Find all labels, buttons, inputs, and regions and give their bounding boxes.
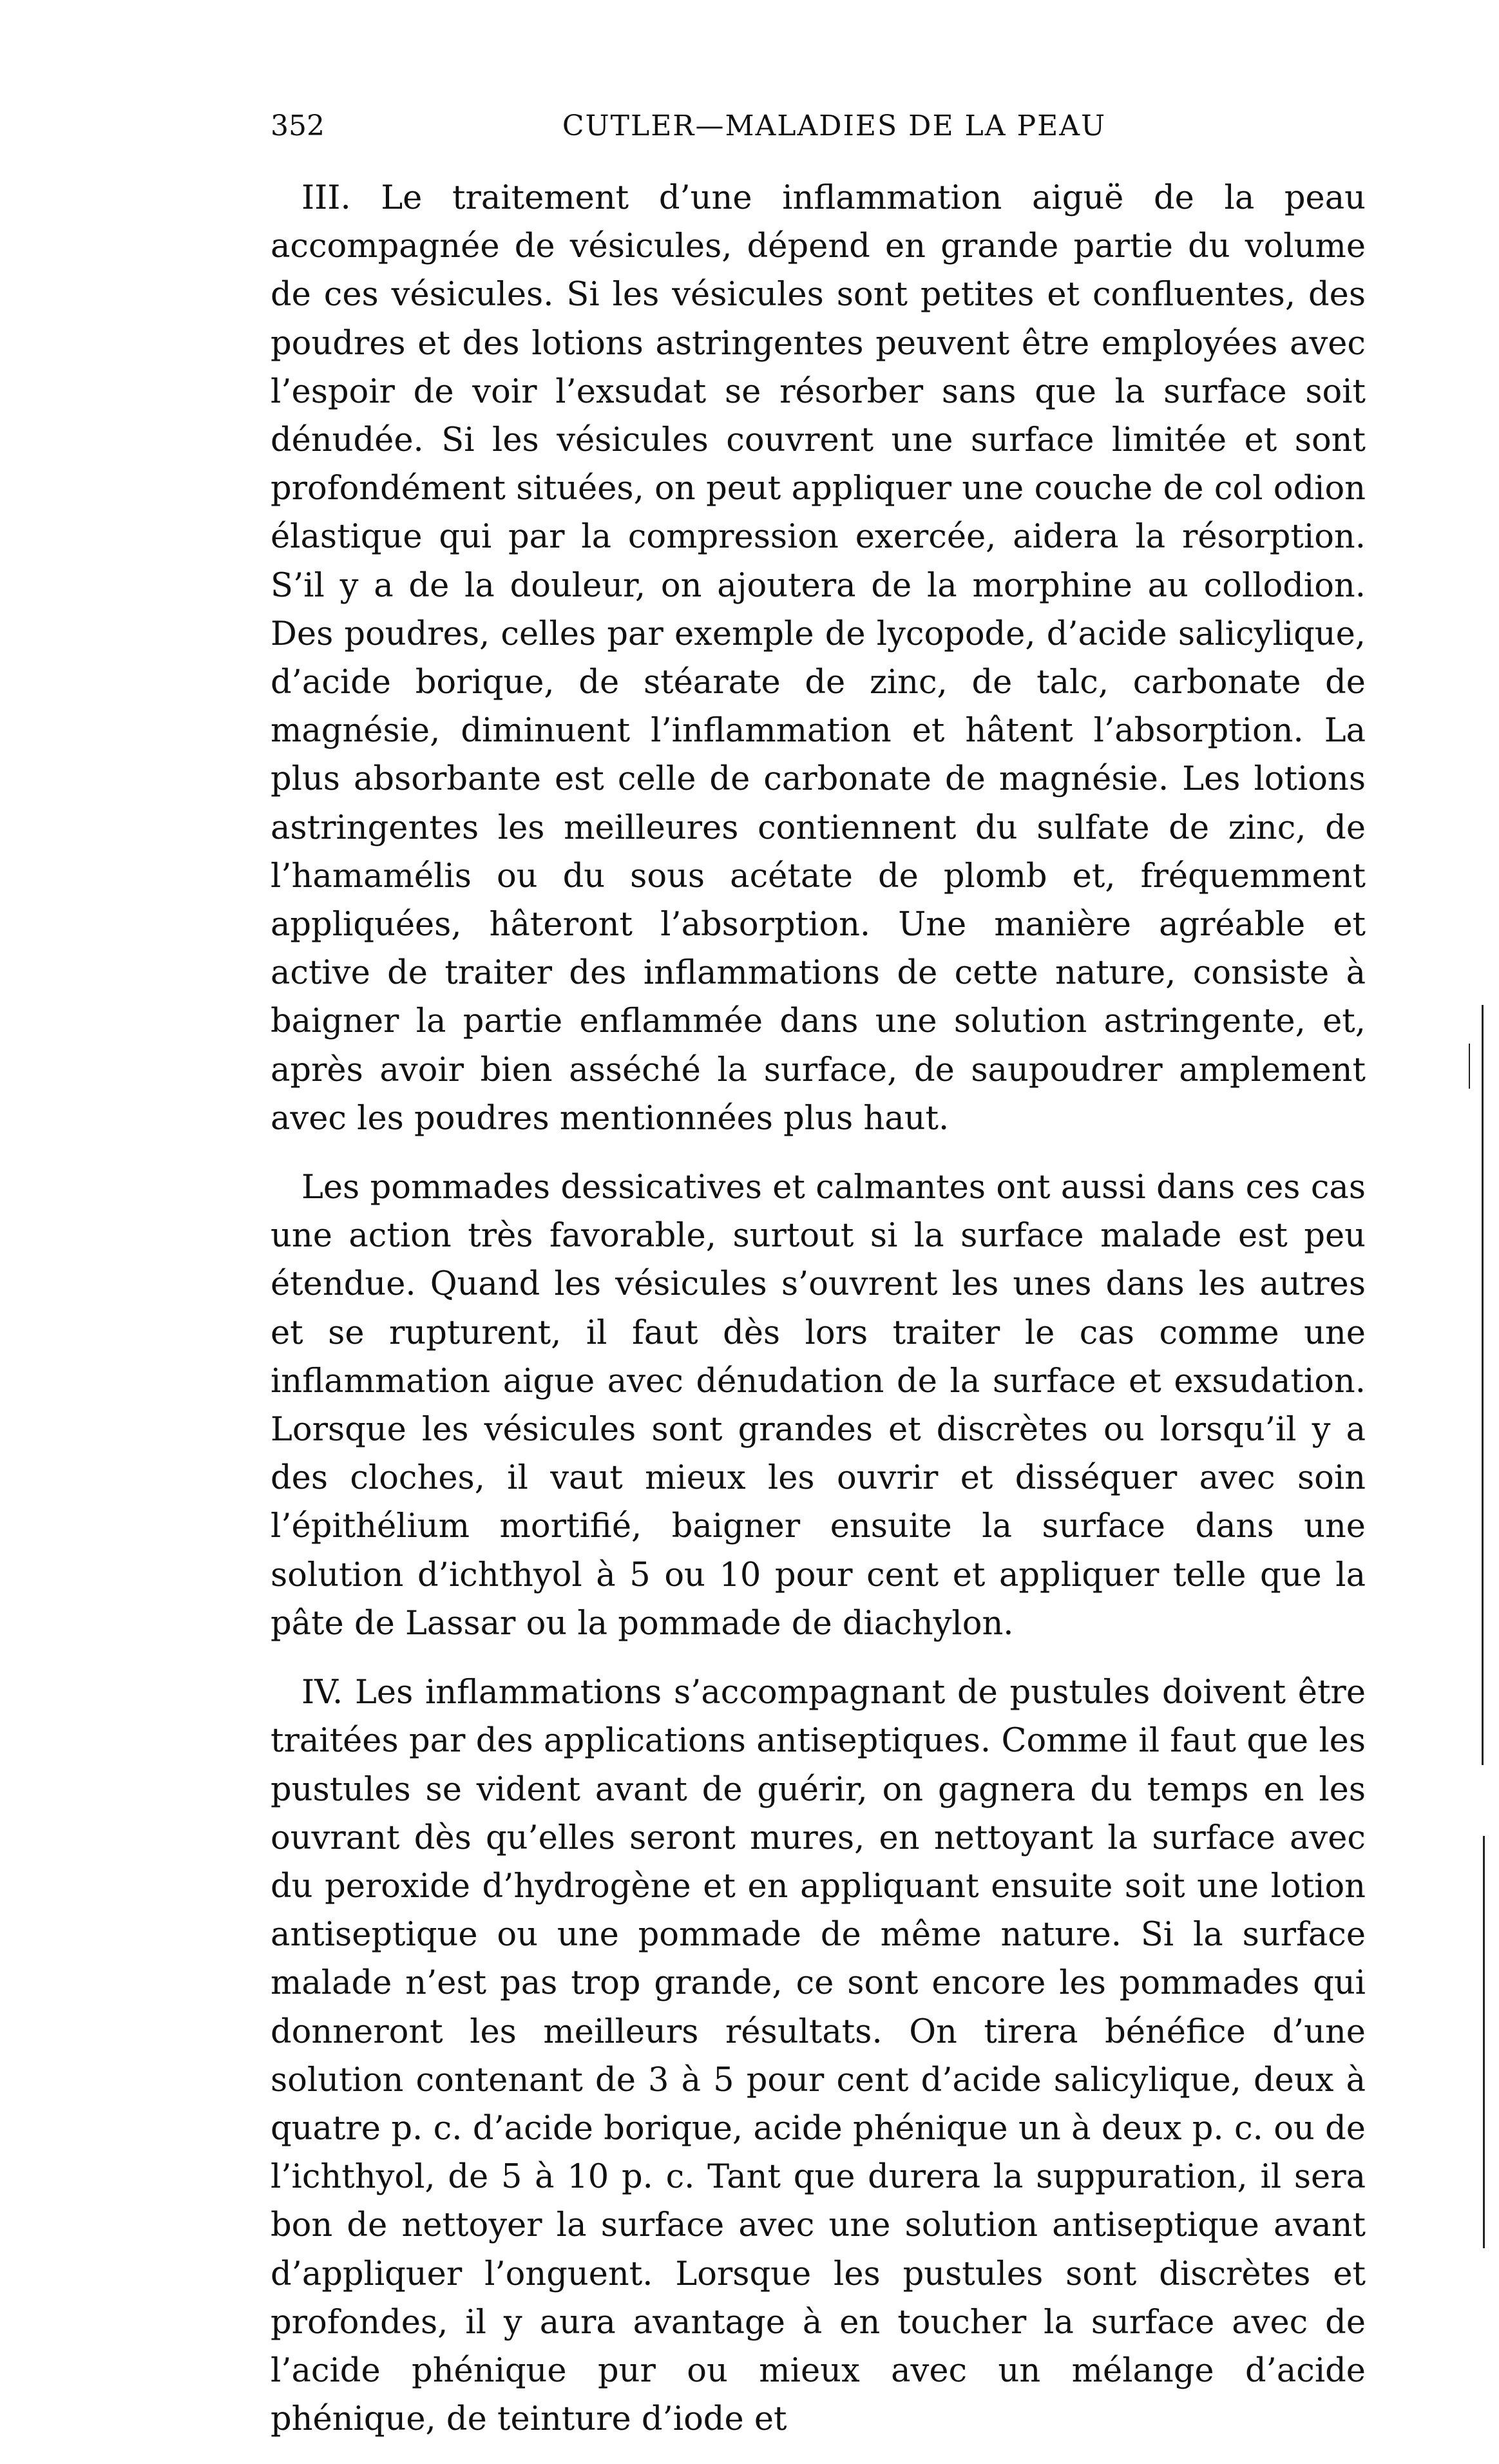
- paragraph-iii: III. Le traitement d’une inflammation aiguë de la peau accompagnée de vésicules, dépend en grande partie du volume de ces vésicules. Si les vésicules sont petites et confluentes, des poudres et des lotions astringentes peuvent être employées avec l’espoir de voir l’exsudat se résorber sans que la surface soit dénudée. Si les vésicules couvrent une surface limitée et sont profondément situées, on peut appliquer une couche de col odion élastique qui par la compression exercée, aidera la résorption. S’il y a de la douleur, on ajoutera de la morphine au collodion. Des poudres, celles par exemple de lycopode, d’acide salicylique, d’acide borique, de stéarate de zinc, de talc, carbonate de magnésie, diminuent l’inflammation et hâtent l’absorption. La plus absorbante est celle de carbonate de magnésie. Les lotions astringentes les meilleures contiennent du sulfate de zinc, de l’hamamélis ou du sous acétate de plomb et, fréquemment appliquées, hâteront l’absorption. Une manière agréable et active de traiter des inflammations de cette nature, consiste à baigner la partie enflammée dans une solution astringente, et, après avoir bien asséché la surface, de saupoudrer amplement avec les poudres mentionnées plus haut.: [271, 179, 1366, 1138]
- page-number: 352: [271, 110, 325, 142]
- scan-edge-mark: [1483, 1836, 1485, 2248]
- paragraph-iv: IV. Les inflammations s’accompagnant de pustules doivent être traitées par des applications antiseptiques. Comme il faut que les pustules se vident avant de guérir, on gagnera du temps en les ouvrant dès qu’elles seront mures, en nettoyant la surface avec du peroxide d’hydrogène et en appliquant ensuite soit une lotion antiseptique ou une pommade de même nature. Si la surface malade n’est pas trop grande, ce sont encore les pommades qui donneront les meilleurs résultats. On tirera bénéfice d’une solution contenant de 3 à 5 pour cent d’acide salicylique, deux à quatre p. c. d’acide borique, acide phénique un à deux p. c. ou de l’ichthyol, de 5 à 10 p. c. Tant que durera la suppuration, il sera bon de nettoyer la surface avec une solution antiseptique avant d’appliquer l’onguent. Lorsque les pustules sont discrètes et profondes, il y aura avantage à en toucher la surface avec de l’acide phénique pur ou mieux avec un mélange d’acide phénique, de teinture d’iode et: [271, 1674, 1366, 2439]
- running-head: [271, 110, 1366, 164]
- scan-edge-mark: [1469, 1044, 1470, 1089]
- book-page: [271, 110, 1366, 2464]
- paragraph-pommades: Les pommades dessicatives et calmantes ont aussi dans ces cas une action très favorable, surtout si la surface malade est peu étendue. Quand les vésicules s’ouvrent les unes dans les autres et se rupturent, il faut dès lors traiter le cas comme une inflammation aigue avec dénudation de la surface et exsudation. Lorsque les vésicules sont grandes et discrètes ou lorsqu’il y a des cloches, il vaut mieux les ouvrir et disséquer avec soin l’épithélium mortifié, baigner ensuite la surface dans une solution d’ichthyol à 5 ou 10 pour cent et appliquer telle que la pâte de Lassar ou la pommade de diachylon.: [271, 1169, 1366, 1643]
- scan-edge-mark: [1482, 1005, 1484, 1765]
- running-title: CUTLER—MALADIES DE LA PEAU: [562, 110, 1107, 142]
- body-text: [271, 174, 1366, 2443]
